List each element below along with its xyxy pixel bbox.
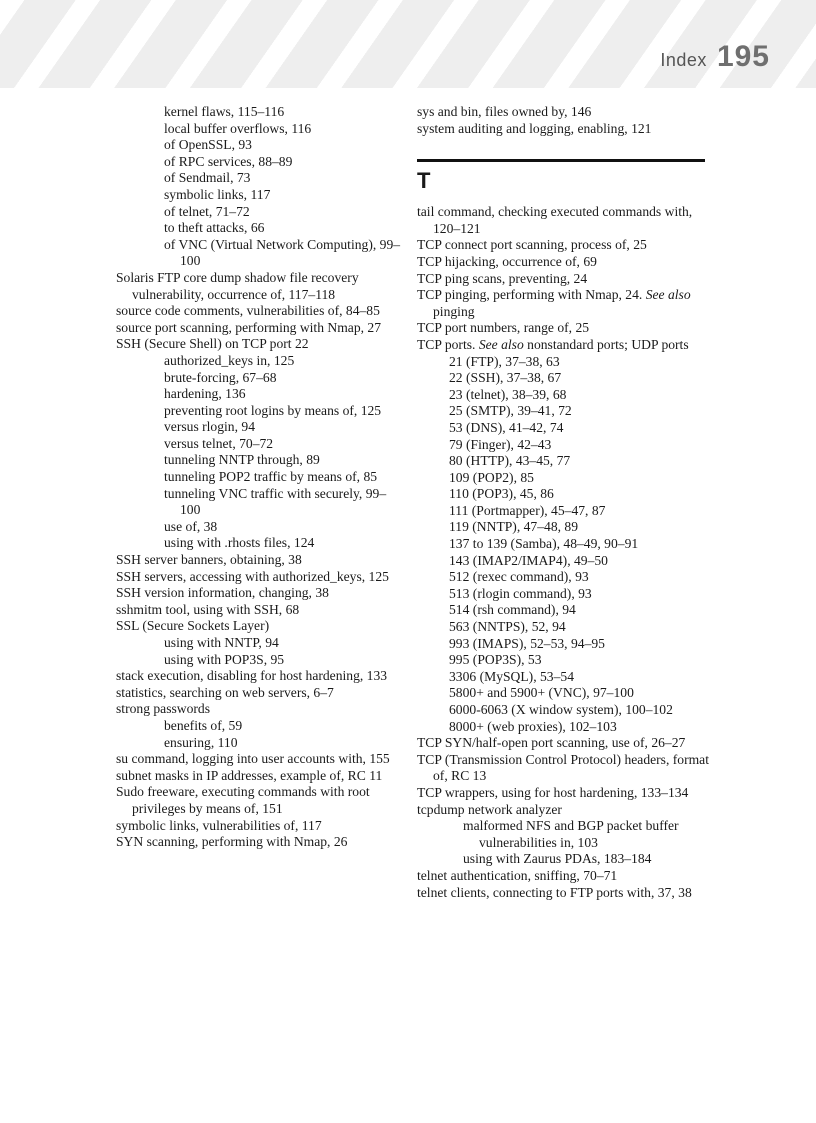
index-entry: SSL (Secure Sockets Layer) xyxy=(116,618,270,634)
index-subentry: benefits of, 59 xyxy=(164,717,243,733)
index-entry: telnet authentication, sniffing, 70–71 xyxy=(417,867,618,883)
index-subentry: using with NNTP, 94 xyxy=(164,635,279,650)
index-entry: TCP port numbers, range of, 25 xyxy=(417,320,590,336)
index-entry: TCP hijacking, occurrence of, 69 xyxy=(417,253,597,269)
index-entry: symbolic links, vulnerabilities of, 117 xyxy=(116,817,322,833)
index-entry: stack execution, disabling for host hardening, 133 xyxy=(116,668,388,684)
port-subentry: 512 (rexec command), 93 xyxy=(449,569,589,585)
index-subentry: versus telnet, 70–72 xyxy=(164,435,274,451)
index-entry: su command, logging into user accounts with, 155 xyxy=(116,751,390,767)
section-heading-t xyxy=(417,159,717,194)
index-subentry: ensuring, 110 xyxy=(164,734,238,750)
port-subentry: 110 (POP3), 45, 86 xyxy=(449,486,554,502)
index-entry: telnet clients, connecting to FTP ports with, 37, 38 xyxy=(417,884,692,900)
index-subentry: authorized_keys in, 125 xyxy=(164,352,295,368)
index-subentry: of telnet, 71–72 xyxy=(164,203,250,219)
index-subentry: versus rlogin, 94 xyxy=(164,419,255,435)
port-subentry: 80 (HTTP), 43–45, 77 xyxy=(449,453,571,469)
port-subentry: 25 (SMTP), 39–41, 72 xyxy=(449,403,572,419)
port-subentry: 6000-6063 (X window system), 100–102 xyxy=(449,702,673,717)
index-entry: Solaris FTP core dump shadow file recovery vulnerability, occurrence of, 117–118 xyxy=(116,269,359,302)
index-subentry: of OpenSSL, 93 xyxy=(164,137,252,153)
index-entry: TCP connect port scanning, process of, 25 xyxy=(417,237,647,253)
index-subentry: of VNC (Virtual Network Computing), 99–100 xyxy=(164,236,401,269)
index-entry: SSH (Secure Shell) on TCP port 22 xyxy=(116,336,309,352)
port-subentry: 993 (IMAPS), 52–53, 94–95 xyxy=(449,635,605,651)
index-subentry: of RPC services, 88–89 xyxy=(164,153,293,169)
index-entry: tcpdump network analyzer xyxy=(417,801,562,817)
section-rule xyxy=(417,159,705,162)
index-entry: sys and bin, files owned by, 146 xyxy=(417,104,592,119)
port-subentry: 514 (rsh command), 94 xyxy=(449,602,576,618)
index-entry: tail command, checking executed commands with, 120–121 xyxy=(417,204,693,236)
section-letter: T xyxy=(417,168,431,194)
index-subentry: hardening, 136 xyxy=(164,386,246,402)
entry-text: TCP ports. xyxy=(417,336,479,352)
index-entry: system auditing and logging, enabling, 121 xyxy=(417,120,652,136)
index-entry: TCP wrappers, using for host hardening, 133–134 xyxy=(417,784,689,800)
port-subentry: 53 (DNS), 41–42, 74 xyxy=(449,419,564,435)
index-subentry: tunneling VNC traffic with securely, 99–100 xyxy=(164,485,387,518)
entry-text: pinging xyxy=(433,303,475,319)
page-header xyxy=(660,40,770,80)
index-entry: subnet masks in IP addresses, example of, RC 11 xyxy=(116,767,383,783)
port-subentry: 3306 (MySQL), 53–54 xyxy=(449,668,574,684)
index-subentry: brute-forcing, 67–68 xyxy=(164,369,277,385)
entry-text: nonstandard ports; UDP ports xyxy=(523,336,689,352)
index-entry: sshmitm tool, using with SSH, 68 xyxy=(116,601,300,617)
index-subentry: malformed NFS and BGP packet buffer vulnerabilities in, 103 xyxy=(463,818,679,850)
right-column xyxy=(417,104,717,901)
index-subentry: tunneling POP2 traffic by means of, 85 xyxy=(164,469,378,485)
port-subentry: 21 (FTP), 37–38, 63 xyxy=(449,353,560,369)
index-entry: SSH servers, accessing with authorized_keys, 125 xyxy=(116,568,389,584)
index-entry: strong passwords xyxy=(116,701,211,717)
index-entry: source port scanning, performing with Nmap, 27 xyxy=(116,319,382,335)
index-entry: SSH server banners, obtaining, 38 xyxy=(116,552,302,568)
index-subentry: to theft attacks, 66 xyxy=(164,220,265,236)
index-subentry: local buffer overflows, 116 xyxy=(164,120,312,136)
section-title: Index xyxy=(660,50,707,70)
left-column xyxy=(116,104,406,851)
port-subentry: 22 (SSH), 37–38, 67 xyxy=(449,370,562,386)
index-entry xyxy=(417,337,717,354)
index-entry: source code comments, vulnerabilities of, 84–85 xyxy=(116,303,380,319)
index-entry xyxy=(417,287,717,320)
index-subentry: using with .rhosts files, 124 xyxy=(164,535,315,551)
port-subentry: 5800+ and 5900+ (VNC), 97–100 xyxy=(449,685,634,701)
index-entry: statistics, searching on web servers, 6–7 xyxy=(116,684,334,700)
index-subentry: kernel flaws, 115–116 xyxy=(164,104,285,119)
page-number: 195 xyxy=(716,40,770,73)
index-subentry: preventing root logins by means of, 125 xyxy=(164,402,382,418)
index-subentry: using with Zaurus PDAs, 183–184 xyxy=(463,851,652,867)
see-also-reference: See also xyxy=(645,287,691,303)
port-subentry: 111 (Portmapper), 45–47, 87 xyxy=(449,502,606,518)
port-subentry: 513 (rlogin command), 93 xyxy=(449,585,592,601)
index-subentry: symbolic links, 117 xyxy=(164,186,271,202)
index-subentry: of Sendmail, 73 xyxy=(164,170,251,186)
entry-text: TCP pinging, performing with Nmap, 24. xyxy=(417,287,646,303)
index-subentry: use of, 38 xyxy=(164,518,218,534)
port-subentry: 23 (telnet), 38–39, 68 xyxy=(449,386,567,402)
index-entry: TCP ping scans, preventing, 24 xyxy=(417,270,588,286)
port-subentry: 109 (POP2), 85 xyxy=(449,469,534,485)
index-entry: Sudo freeware, executing commands with root privileges by means of, 151 xyxy=(116,784,370,816)
port-subentry: 79 (Finger), 42–43 xyxy=(449,436,552,452)
index-entry: TCP SYN/half-open port scanning, use of, 26–27 xyxy=(417,735,686,751)
port-subentry: 8000+ (web proxies), 102–103 xyxy=(449,718,617,734)
port-subentry: 563 (NNTPS), 52, 94 xyxy=(449,619,566,635)
port-subentry: 137 to 139 (Samba), 48–49, 90–91 xyxy=(449,536,639,552)
port-subentry: 995 (POP3S), 53 xyxy=(449,652,542,668)
index-entry: SYN scanning, performing with Nmap, 26 xyxy=(116,834,348,850)
index-subentry: using with POP3S, 95 xyxy=(164,651,285,667)
see-also-reference: See also xyxy=(478,336,524,352)
index-entry: TCP (Transmission Control Protocol) headers, format of, RC 13 xyxy=(417,751,709,784)
index-entry: SSH version information, changing, 38 xyxy=(116,585,329,601)
port-subentry: 143 (IMAP2/IMAP4), 49–50 xyxy=(449,552,608,568)
index-subentry: tunneling NNTP through, 89 xyxy=(164,452,320,468)
port-subentry: 119 (NNTP), 47–48, 89 xyxy=(449,519,579,535)
